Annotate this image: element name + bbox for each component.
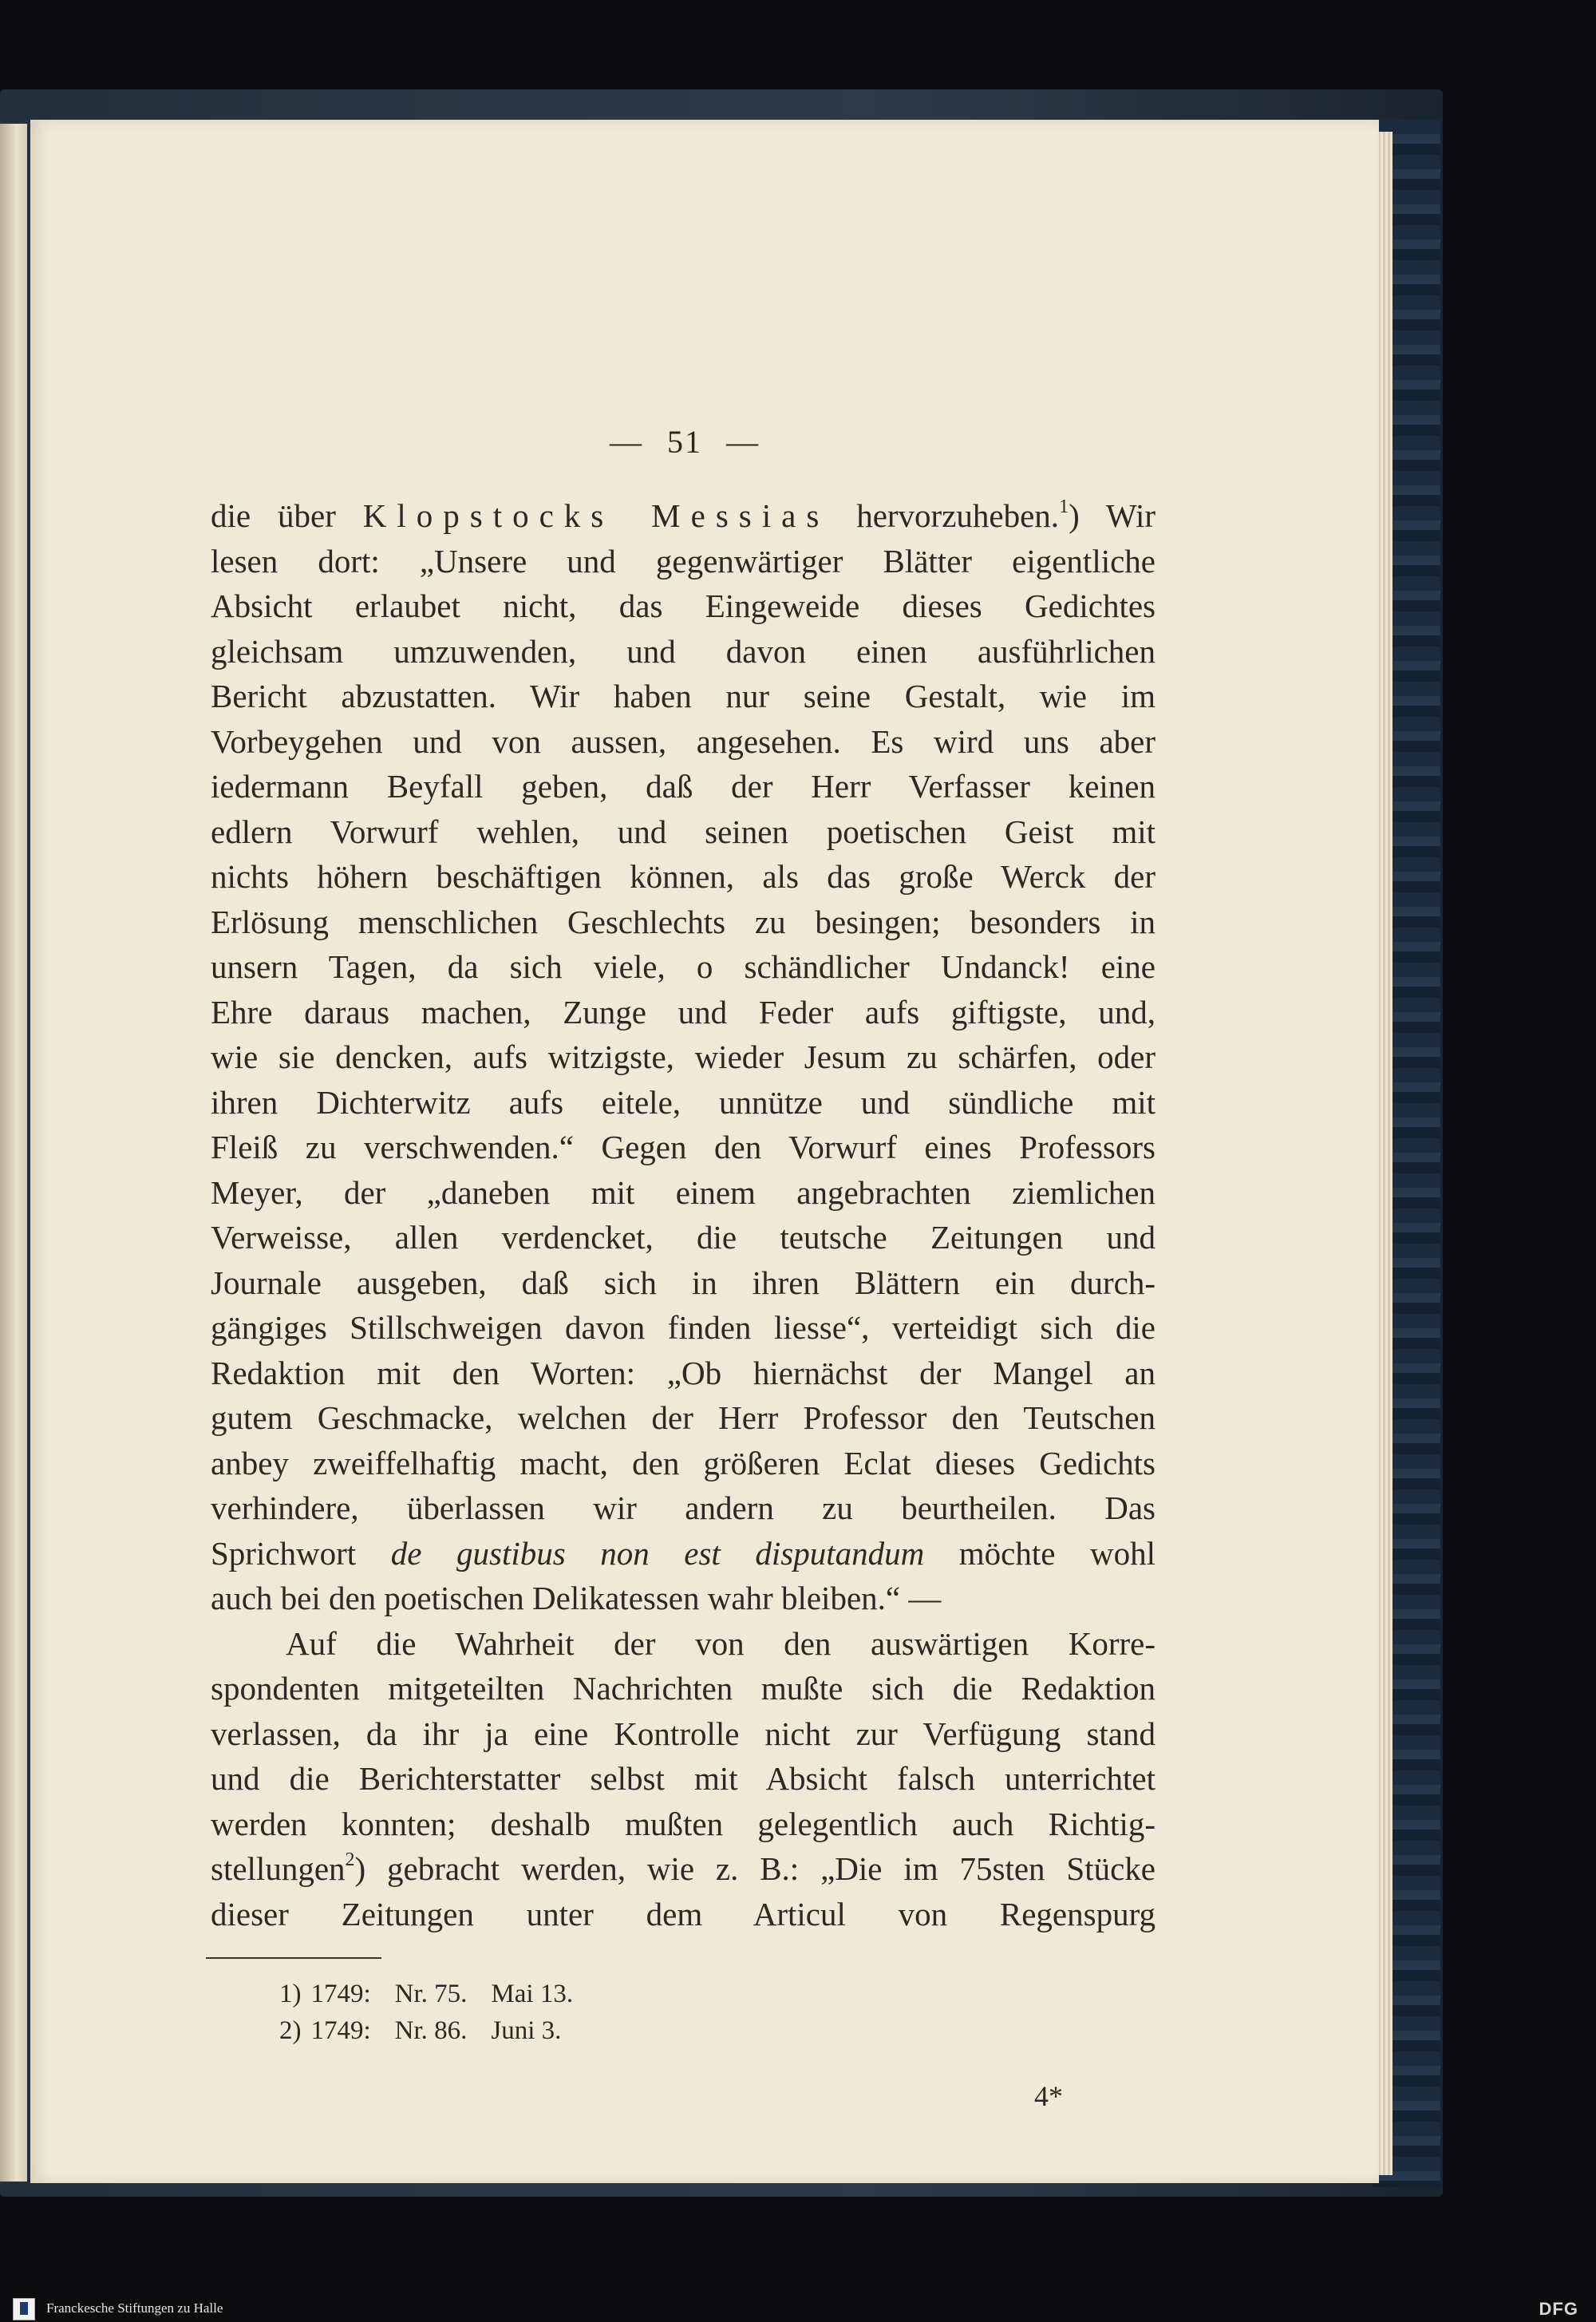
- text-segment: unsern Tagen, da sich viele, o schändlicher Undanck! eine: [211, 948, 1156, 985]
- text-segment: Fleiß zu verschwenden.“ Gegen den Vorwurf eines Professors: [211, 1129, 1156, 1165]
- text-line: [211, 1892, 1156, 1937]
- text-segment: Klopstocks Messias: [362, 497, 830, 534]
- institution-name: Franckesche Stiftungen zu Halle: [46, 2300, 223, 2316]
- text-segment: lesen dort: „Unsere und gegenwärtiger Blätter eigentliche: [211, 542, 1156, 580]
- footnote-num: 2): [279, 2016, 302, 2045]
- footnote-rule: [206, 1957, 381, 1959]
- text-segment: werden konnten; deshalb mußten gelegentlich auch Richtig-: [211, 1805, 1156, 1842]
- footnote-date: Mai 13.: [491, 1980, 574, 2008]
- institution-logo-icon: [13, 2298, 35, 2320]
- text-segment: de gustibus non est disputandum: [390, 1534, 925, 1572]
- text-segment: Bericht abzustatten. Wir haben nur seine Gestalt, wie im: [211, 678, 1156, 714]
- text-line: [211, 1666, 1156, 1711]
- viewer-footer: [0, 2295, 1596, 2322]
- text-line: [211, 719, 1156, 765]
- text-line: [211, 764, 1156, 809]
- footnote-ref: 1: [1059, 496, 1069, 517]
- text-segment: hervorzuheben.: [829, 497, 1060, 534]
- text-segment: auch bei den poetischen Delikatessen wahr bleiben.“ —: [211, 1580, 942, 1616]
- footnote-year: 1749:: [310, 2016, 371, 2045]
- footnote-nr: Nr. 75.: [394, 1980, 468, 2008]
- text-line: [211, 674, 1156, 719]
- text-line: [211, 1802, 1156, 1847]
- text-line: [211, 583, 1156, 629]
- previous-page-edge: [0, 124, 27, 2182]
- text-line: [211, 1395, 1156, 1441]
- text-segment: gleichsam umzuwenden, und davon einen ausführlichen: [211, 632, 1156, 670]
- text-segment: Sprichwort: [211, 1534, 391, 1572]
- text-segment: ) gebracht werden, wie z. B.: „Die im 75sten Stücke: [354, 1850, 1156, 1887]
- text-line: [211, 1170, 1156, 1216]
- text-segment: nichts höhern beschäftigen können, als das große Werck der: [211, 858, 1156, 895]
- text-segment: edlern Vorwurf wehlen, und seinen poetischen Geist mit: [211, 813, 1156, 850]
- text-segment: Redaktion mit den Worten: „Ob hiernächst der Mangel an: [211, 1354, 1156, 1391]
- text-line: [211, 1034, 1156, 1080]
- text-line: [211, 854, 1156, 900]
- text-line: [211, 1621, 1156, 1667]
- text-line: [211, 1485, 1156, 1531]
- page-number-header: — 51 —: [610, 424, 760, 460]
- text-segment: ) Wir: [1069, 497, 1156, 534]
- footnote-num: 1): [279, 1980, 302, 2008]
- text-segment: und die Berichterstatter selbst mit Absicht falsch unterrichtet: [211, 1760, 1156, 1797]
- text-line: [211, 1441, 1156, 1486]
- text-segment: Verweisse, allen verdencket, die teutsche Zeitungen und: [211, 1219, 1156, 1256]
- text-segment: die über: [211, 497, 363, 534]
- footnote-date: Juni 3.: [491, 2016, 562, 2045]
- text-line: [211, 539, 1156, 584]
- text-line: [211, 1305, 1156, 1351]
- footnote: [279, 1980, 573, 2009]
- text-segment: verlassen, da ihr ja eine Kontrolle nicht zur Verfügung stand: [211, 1715, 1156, 1752]
- text-segment: Auf die Wahrheit der von den auswärtigen Korre-: [286, 1624, 1156, 1662]
- text-segment: möchte wohl: [924, 1534, 1156, 1572]
- text-line: [211, 1351, 1156, 1396]
- footnote-nr: Nr. 86.: [394, 2016, 468, 2045]
- book-page: [30, 120, 1379, 2183]
- text-segment: Ehre daraus machen, Zunge und Feder aufs giftigste, und,: [211, 993, 1156, 1030]
- footnote: [279, 2016, 561, 2046]
- text-segment: wie sie dencken, aufs witzigste, wieder Jesum zu schärfen, oder: [211, 1038, 1156, 1075]
- text-line: [211, 1215, 1156, 1260]
- text-segment: Journale ausgeben, daß sich in ihren Blättern ein durch-: [211, 1264, 1156, 1301]
- text-line: [211, 1711, 1156, 1757]
- text-line: [211, 1846, 1156, 1892]
- text-segment: verhindere, überlassen wir andern zu beurtheilen. Das: [211, 1489, 1156, 1526]
- text-line: [211, 629, 1156, 674]
- text-line: [211, 1531, 1156, 1576]
- footnote-year: 1749:: [310, 1980, 371, 2008]
- text-line: [211, 1756, 1156, 1802]
- text-segment: Absicht erlaubet nicht, das Eingeweide dieses Gedichtes: [211, 587, 1156, 624]
- text-line: [211, 493, 1156, 539]
- text-line: [211, 1080, 1156, 1125]
- text-segment: Meyer, der „daneben mit einem angebrachten ziemlichen: [211, 1173, 1156, 1211]
- text-segment: ihren Dichterwitz aufs eitele, unnütze und sündliche mit: [211, 1083, 1156, 1121]
- text-line: [211, 809, 1156, 855]
- dfg-logo: DFG: [1539, 2299, 1578, 2319]
- text-line: [211, 1576, 1156, 1621]
- text-segment: anbey zweiffelhaftig macht, den größeren Eclat dieses Gedichts: [211, 1444, 1156, 1481]
- text-segment: gutem Geschmacke, welchen der Herr Professor den Teutschen: [211, 1399, 1156, 1436]
- text-segment: Erlösung menschlichen Geschlechts zu besingen; besonders in: [211, 903, 1156, 940]
- text-line: [211, 944, 1156, 990]
- text-line: [211, 990, 1156, 1035]
- footnote-ref: 2: [345, 1849, 355, 1870]
- text-line: [211, 900, 1156, 945]
- text-line: [211, 1125, 1156, 1170]
- text-segment: iedermann Beyfall geben, daß der Herr Verfasser keinen: [211, 768, 1156, 805]
- text-segment: gängiges Stillschweigen davon finden liesse“, verteidigt sich die: [211, 1309, 1156, 1346]
- text-line: [211, 1260, 1156, 1306]
- text-segment: dieser Zeitungen unter dem Articul von Regenspurg: [211, 1895, 1156, 1932]
- signature-mark: 4*: [1034, 2080, 1063, 2112]
- text-segment: spondenten mitgeteilten Nachrichten mußte sich die Redaktion: [211, 1670, 1156, 1707]
- text-segment: Vorbeygehen und von aussen, angesehen. Es wird uns aber: [211, 722, 1156, 760]
- text-segment: stellungen: [211, 1850, 346, 1887]
- body-text: [211, 493, 1156, 1936]
